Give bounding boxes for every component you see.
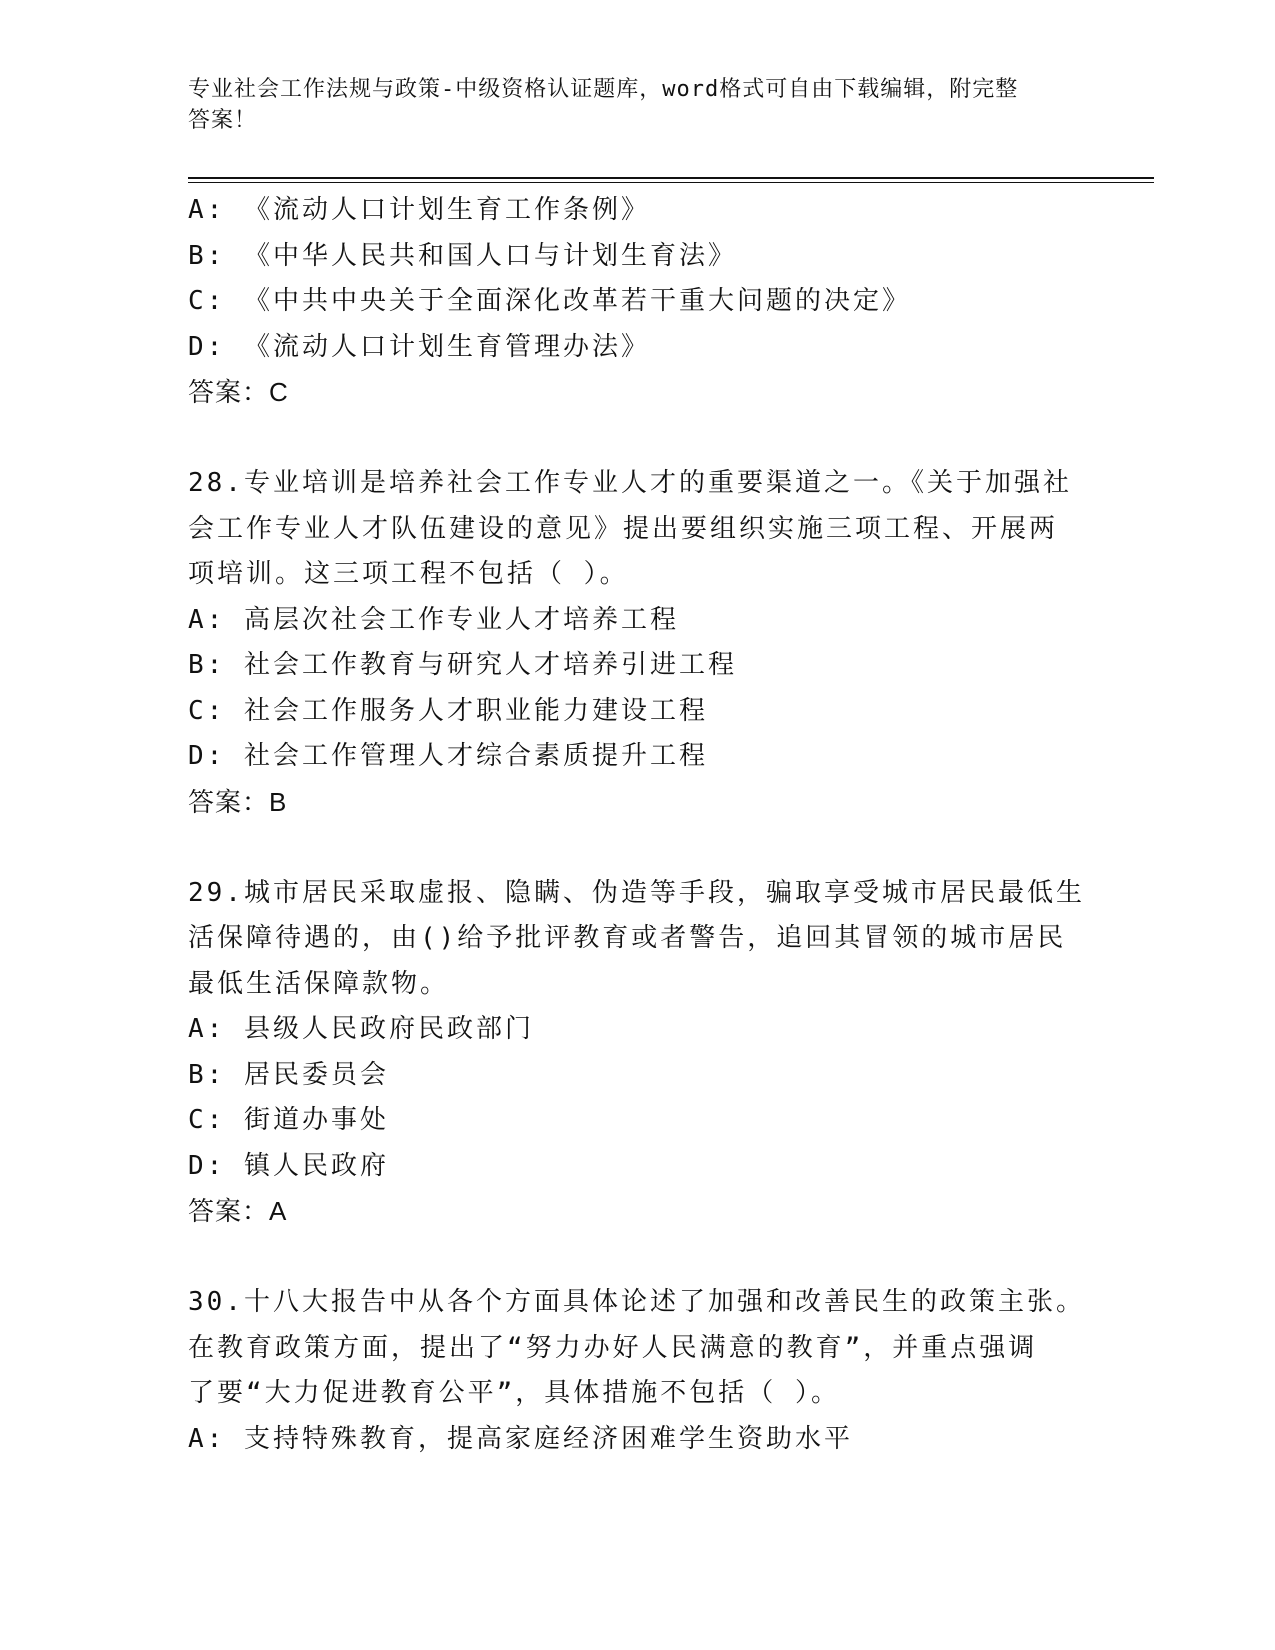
question-stem-line: 30.十八大报告中从各个方面具体论述了加强和改善民生的政策主张。 bbox=[188, 1287, 1085, 1317]
option-d: D: 社会工作管理人才综合素质提升工程 bbox=[188, 741, 708, 771]
option-a: A: 支持特殊教育，提高家庭经济困难学生资助水平 bbox=[188, 1423, 853, 1454]
option-b: B: 社会工作教育与研究人才培养引进工程 bbox=[188, 650, 737, 680]
spacer bbox=[188, 825, 1088, 871]
spacer bbox=[188, 1235, 1088, 1281]
option-b: B: 《中华人民共和国人口与计划生育法》 bbox=[188, 240, 737, 271]
answer-label: 答案：B bbox=[188, 786, 288, 817]
option-d: D: 《流动人口计划生育管理办法》 bbox=[188, 331, 650, 362]
question-29 bbox=[188, 871, 1088, 1235]
question-30 bbox=[188, 1280, 1088, 1462]
option-d: D: 镇人民政府 bbox=[188, 1150, 389, 1181]
spacer bbox=[188, 416, 1088, 462]
option-c: C: 《中共中央关于全面深化改革若干重大问题的决定》 bbox=[188, 286, 911, 316]
question-stem-line: 项培训。这三项工程不包括（ ）。 bbox=[188, 559, 629, 589]
question-stem-line: 会工作专业人才队伍建设的意见》提出要组织实施三项工程、开展两 bbox=[188, 513, 1059, 544]
option-b: B: 居民委员会 bbox=[188, 1059, 389, 1090]
header-line-1: 专业社会工作法规与政策-中级资格认证题库，word格式可自由下载编辑，附完整 bbox=[188, 77, 1019, 102]
document-header bbox=[188, 74, 1088, 136]
question-stem-line: 29.城市居民采取虚报、隐瞒、伪造等手段，骗取享受城市居民最低生 bbox=[188, 877, 1085, 908]
header-divider-thin bbox=[188, 182, 1154, 183]
header-line-2: 答案！ bbox=[188, 108, 258, 133]
option-a: A: 高层次社会工作专业人才培养工程 bbox=[188, 604, 679, 635]
option-c: C: 社会工作服务人才职业能力建设工程 bbox=[188, 695, 708, 726]
question-stem-line: 了要“大力促进教育公平”，具体措施不包括（ ）。 bbox=[188, 1378, 840, 1408]
option-a: A: 县级人民政府民政部门 bbox=[188, 1014, 534, 1044]
header-divider-thick bbox=[188, 177, 1154, 179]
question-stem-line: 28.专业培训是培养社会工作专业人才的重要渠道之一。《关于加强社 bbox=[188, 468, 1072, 498]
question-stem-line: 最低生活保障款物。 bbox=[188, 968, 450, 999]
question-28 bbox=[188, 461, 1088, 825]
question-27 bbox=[188, 188, 1088, 416]
option-c: C: 街道办事处 bbox=[188, 1105, 389, 1135]
question-stem-line: 在教育政策方面，提出了“努力办好人民满意的教育”，并重点强调 bbox=[188, 1332, 1038, 1363]
answer-label: 答案：A bbox=[188, 1196, 288, 1226]
option-a: A: 《流动人口计划生育工作条例》 bbox=[188, 195, 650, 225]
question-stem-line: 活保障待遇的，由()给予批评教育或者警告，追回其冒领的城市居民 bbox=[188, 923, 1067, 953]
answer-label: 答案：C bbox=[188, 377, 289, 407]
question-content bbox=[188, 188, 1088, 1462]
